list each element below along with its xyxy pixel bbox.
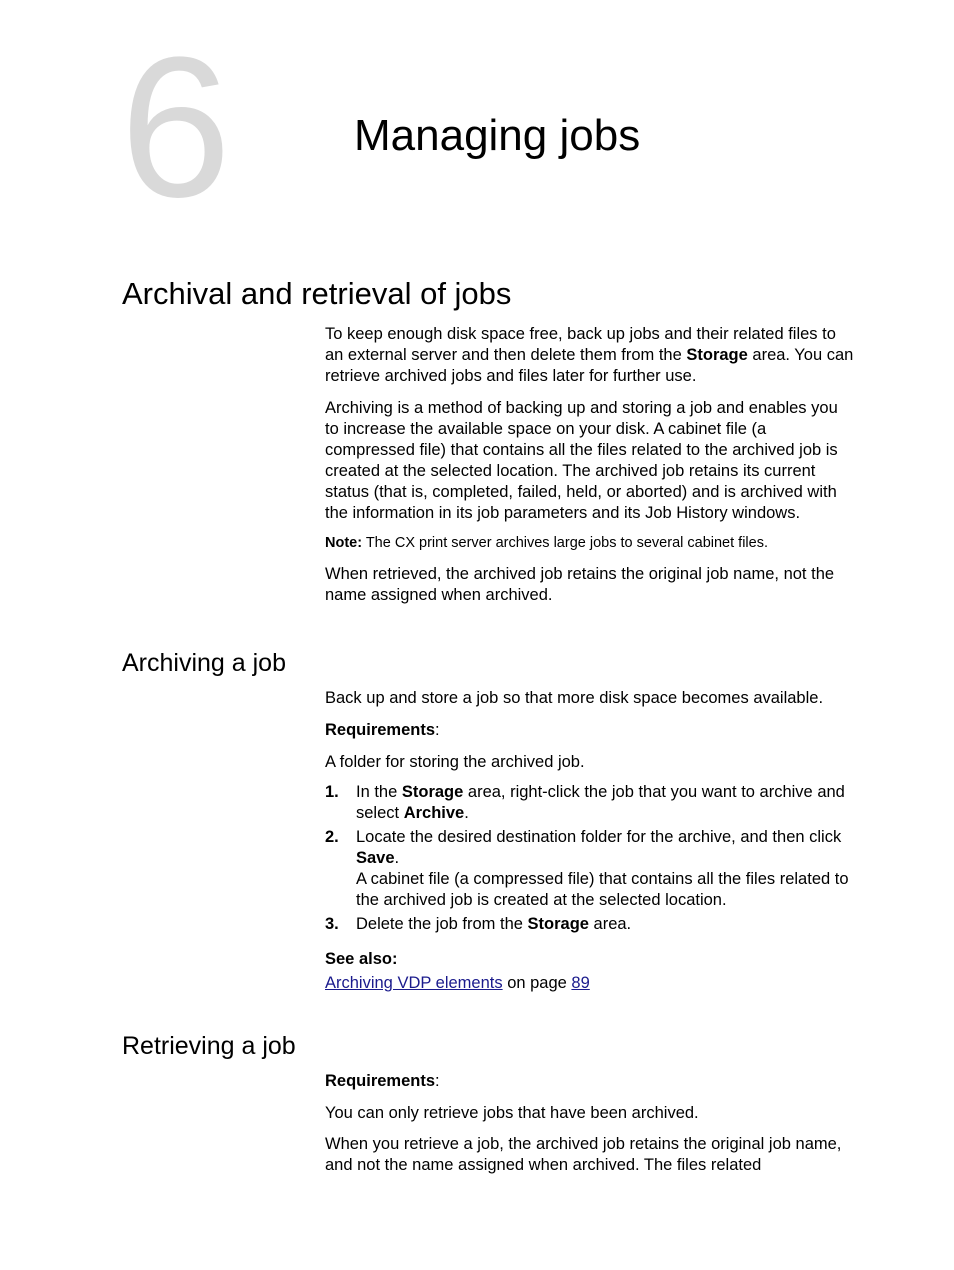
see-also-label: See also: — [325, 950, 398, 968]
retrieving-requirements-text: You can only retrieve jobs that have been archived. — [325, 1104, 699, 1122]
section-paragraph-2: Archiving is a method of backing up and storing a job and enables you to increase the available space on your disk. A cabinet file (a compressed file) that contains all the files related to the archived job is created at the selected location. The archived job retains its current status (that is, completed, failed, held, or aborted) and is archived with the information in its job parameters and its Job History windows. — [325, 399, 838, 522]
archiving-body — [325, 688, 855, 994]
section-paragraph-3: When retrieved, the archived job retains the original job name, not the name assigned when archived. — [325, 565, 835, 604]
see-also-line: Archiving VDP elements on page 89 — [325, 974, 590, 992]
retrieving-title: Retrieving a job — [122, 1032, 296, 1060]
chapter-number: 6 — [120, 16, 232, 239]
list-item: 3. Delete the job from the Storage area. — [325, 915, 632, 933]
list-item: 1. In the Storage area, right-click the job that you want to archive and select Archive. — [325, 783, 845, 822]
note: Note: The CX print server archives large jobs to several cabinet files. — [325, 535, 768, 551]
section-body — [325, 324, 855, 606]
archiving-steps — [325, 782, 855, 935]
archiving-requirements-label: Requirements: — [325, 721, 440, 739]
archiving-intro: Back up and store a job so that more disk space becomes available. — [325, 689, 824, 707]
see-also-link[interactable]: Archiving VDP elements — [325, 974, 503, 992]
list-item: 2. Locate the desired destination folder for the archive, and then click Save. A cabinet file (a compressed file) that contains all the files related to the archived job is created at the selected location. — [325, 828, 849, 909]
section-title: Archival and retrieval of jobs — [122, 276, 512, 311]
retrieving-body — [325, 1071, 855, 1176]
chapter-title: Managing jobs — [354, 111, 641, 160]
archiving-title: Archiving a job — [122, 649, 286, 677]
section-paragraph-1: To keep enough disk space free, back up jobs and their related files to an external server and then delete them from the Storage area. You can retrieve archived jobs and files later for further use. — [325, 325, 854, 385]
archiving-requirements-text: A folder for storing the archived job. — [325, 753, 585, 771]
retrieving-requirements-label: Requirements: — [325, 1072, 440, 1090]
retrieving-paragraph-1: When you retrieve a job, the archived job retains the original job name, and not the name assigned when archived. The files related — [325, 1135, 842, 1174]
see-also-page-link[interactable]: 89 — [571, 974, 590, 992]
